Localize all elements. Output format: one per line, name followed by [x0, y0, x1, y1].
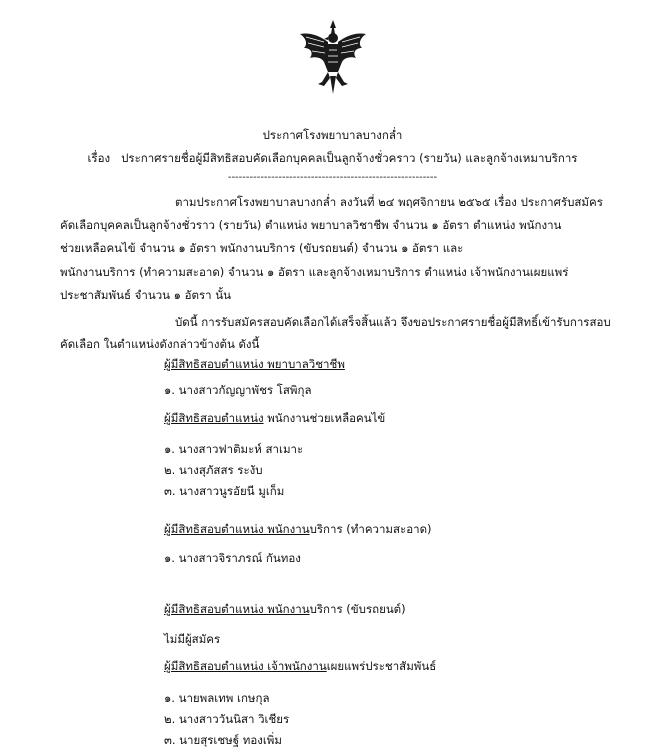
- paragraph1-line: ช่วยเหลือคนไข้ จำนวน ๑ อัตรา พนักงานบริการ (ขับรถยนต์) จำนวน ๑ อัตรา และ: [60, 241, 464, 255]
- section-heading: [164, 658, 436, 676]
- subject-label: เรื่อง: [87, 151, 111, 165]
- section-heading: [164, 356, 345, 374]
- subject-line: [0, 150, 665, 168]
- divider: ----------------------------------------------------------: [227, 172, 438, 183]
- paragraph1-line: พนักงานบริการ (ทำความสะอาด) จำนวน ๑ อัตรา และลูกจ้างเหมาบริการ ตำแหน่ง เจ้าพนักงานเผยแพร่: [60, 265, 569, 279]
- subject-text: ประกาศรายชื่อผู้มีสิทธิสอบคัดเลือกบุคคลเป็นลูกจ้างชั่วคราว (รายวัน) และลูกจ้างเหมาบริการ: [121, 151, 578, 165]
- section-heading: [164, 410, 385, 428]
- section-heading-rest: เผยแพร่ประชาสัมพันธ์: [326, 659, 437, 673]
- paragraph2-line: คัดเลือก ในตำแหน่งดังกล่าวข้างต้น ดังนี้: [60, 337, 260, 351]
- candidate-name: ๑. นายพลเทพ เกษกุล: [164, 691, 270, 705]
- page-title: ประกาศโรงพยาบาลบางกล่ำ: [262, 128, 403, 142]
- paragraph1-line: คัดเลือกบุคคลเป็นลูกจ้างชั่วราว (รายวัน) ตำแหน่ง พยาบาลวิชาชีพ จำนวน ๑ อัตรา ตำแหน่ง พนักงาน: [60, 218, 562, 232]
- section-heading-underlined: ผู้มีสิทธิสอบตำแหน่ง พนักงาน: [164, 522, 310, 536]
- section-heading-underlined: ผู้มีสิทธิสอบตำแหน่ง: [164, 411, 264, 425]
- candidate-name: ๑. นางสาวฟาติมะห์ สาเมาะ: [164, 442, 304, 456]
- section-heading: [164, 601, 406, 619]
- section-heading-underlined: ผู้มีสิทธิสอบตำแหน่ง เจ้าพนักงาน: [164, 659, 327, 673]
- candidate-name: ๑. นางสาวกัญญาพัชร โสพิกุล: [164, 383, 312, 397]
- section-heading-rest: บริการ (ขับรถยนต์): [309, 602, 406, 616]
- section-heading-rest: บริการ (ทำความสะอาด): [309, 522, 432, 536]
- candidate-name: ๓. นางสาวนูรอัยนี มูเก็ม: [164, 484, 285, 498]
- section-heading-underlined: ผู้มีสิทธิสอบตำแหน่ง พยาบาลวิชาชีพ: [164, 357, 345, 371]
- candidate-name: ๒. นางสาววันนิสา วิเชียร: [164, 712, 290, 726]
- section-heading: [164, 521, 432, 539]
- candidate-name: ๑. นางสาวจิราภรณ์ กันทอง: [164, 551, 301, 565]
- section-heading-underlined: ผู้มีสิทธิสอบตำแหน่ง พนักงาน: [164, 602, 310, 616]
- candidate-name: ๒. นางสุภัสสร ระงับ: [164, 463, 263, 477]
- candidate-name: ๓. นายสุรเชษฐ์ ทองเพิ่ม: [164, 733, 282, 747]
- garuda-emblem-icon: [298, 18, 368, 96]
- section-heading-rest: พนักงานช่วยเหลือคนไข้: [263, 411, 386, 425]
- paragraph1-line: ประชาสัมพันธ์ จำนวน ๑ อัตรา นั้น: [60, 288, 232, 302]
- paragraph2-line: บัดนี้ การรับสมัครสอบคัดเลือกได้เสร็จสิ้นแล้ว จึงขอประกาศรายชื่อผู้มีสิทธิ์เข้ารับการสอบ: [175, 315, 611, 329]
- paragraph1-line: ตามประกาศโรงพยาบาลบางกล่ำ ลงวันที่ ๒๔ พฤศจิกายน ๒๕๖๕ เรื่อง ประกาศรับสมัคร: [175, 195, 603, 209]
- no-applicant-text: ไม่มีผู้สมัคร: [164, 632, 221, 646]
